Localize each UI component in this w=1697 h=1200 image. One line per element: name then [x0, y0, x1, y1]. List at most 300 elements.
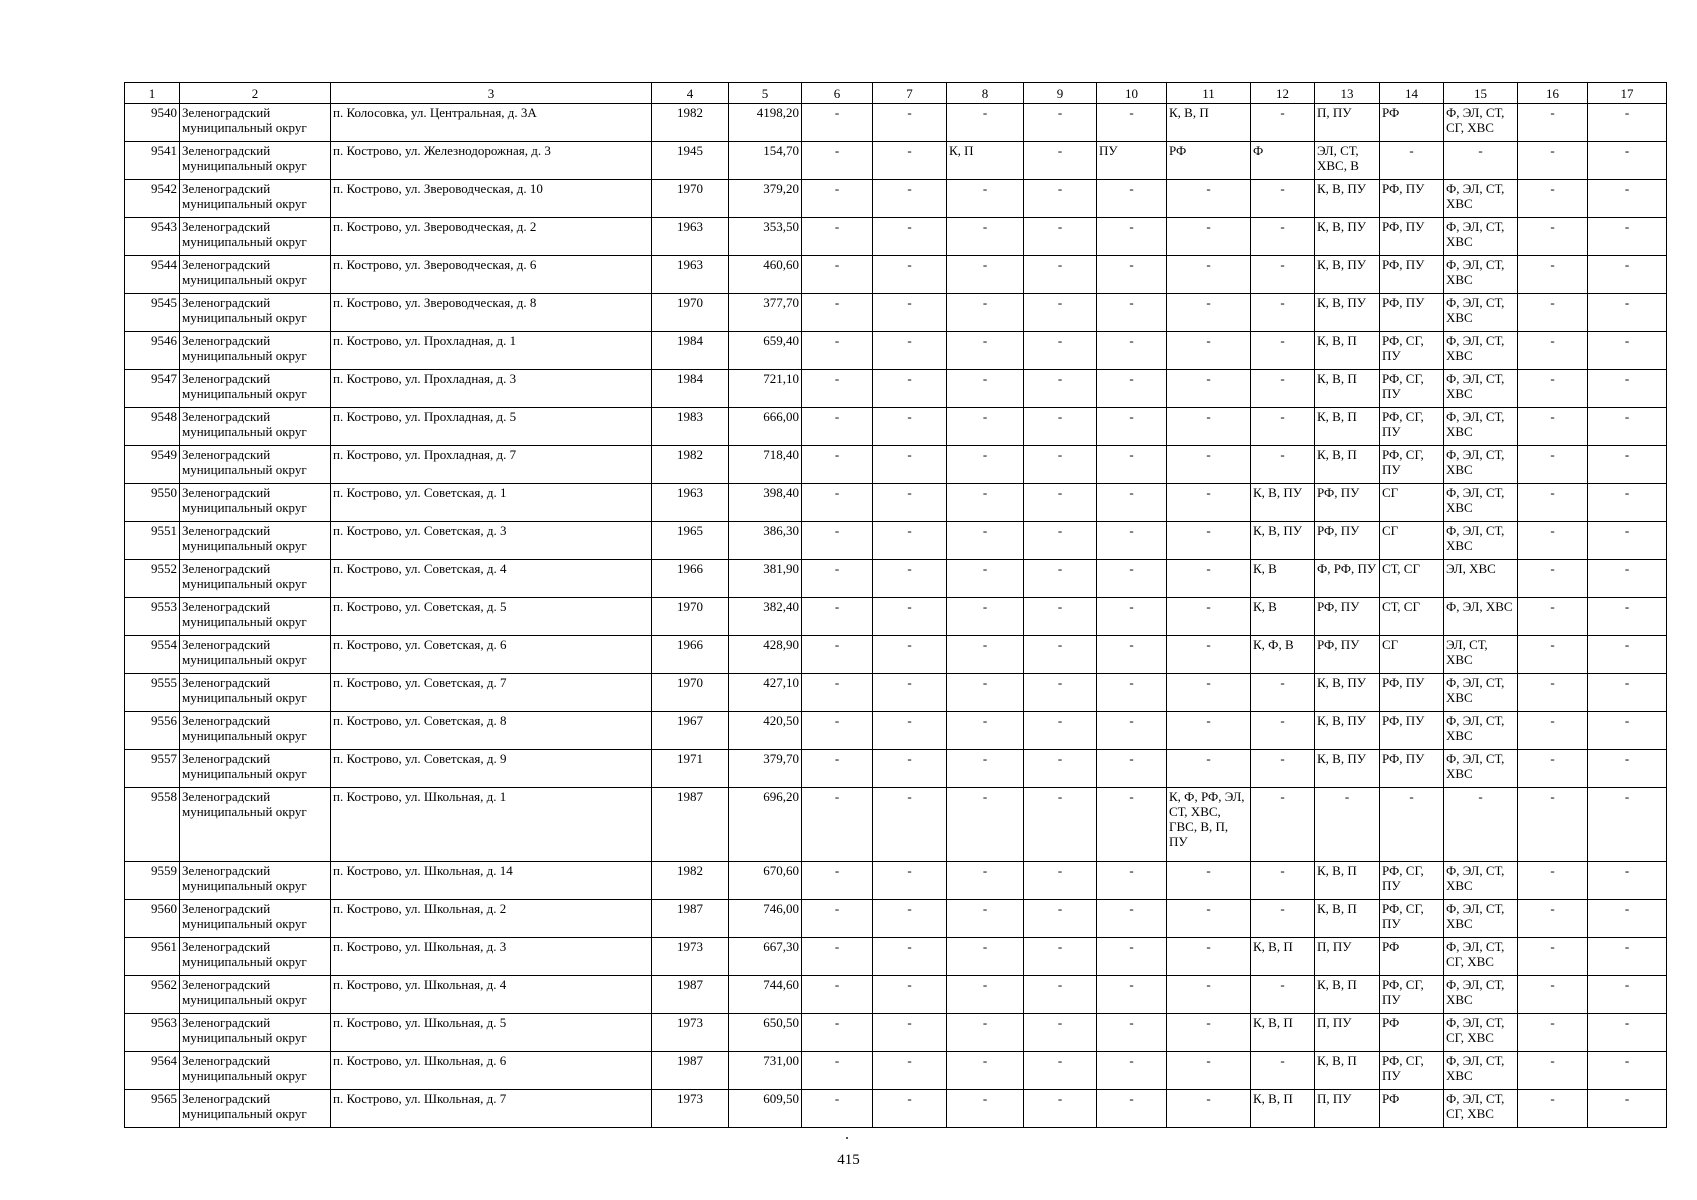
column-header: 9	[1024, 83, 1097, 104]
table-cell: -	[873, 712, 947, 750]
table-cell: -	[1588, 484, 1667, 522]
table-cell: Ф, ЭЛ, СТ, ХВС	[1444, 256, 1518, 294]
table-cell: Ф, ЭЛ, ХВС	[1444, 598, 1518, 636]
table-row	[125, 1090, 1667, 1128]
table-cell: 9558	[125, 788, 180, 862]
table-cell: Ф, ЭЛ, СТ, ХВС	[1444, 522, 1518, 560]
table-cell: 9550	[125, 484, 180, 522]
table-cell: п. Кострово, ул. Железнодорожная, д. 3	[331, 142, 652, 180]
table-cell: К, В, П	[1315, 900, 1380, 938]
table-cell: -	[1251, 788, 1315, 862]
table-cell: -	[873, 788, 947, 862]
table-cell: Зеленоградский муниципальный округ	[180, 218, 331, 256]
table-cell: -	[1518, 104, 1588, 142]
column-header: 12	[1251, 83, 1315, 104]
table-cell: -	[1097, 750, 1167, 788]
table-cell: -	[1167, 256, 1251, 294]
table-cell: -	[1251, 218, 1315, 256]
table-cell: -	[1588, 1090, 1667, 1128]
table-cell: 1966	[652, 560, 729, 598]
table-cell: 1970	[652, 294, 729, 332]
table-cell: Зеленоградский муниципальный округ	[180, 976, 331, 1014]
table-cell: Ф, ЭЛ, СТ, ХВС	[1444, 370, 1518, 408]
table-cell: -	[1097, 104, 1167, 142]
table-cell: 9544	[125, 256, 180, 294]
table-cell: К, В, П	[1315, 446, 1380, 484]
table-cell: 9554	[125, 636, 180, 674]
table-cell: 1982	[652, 104, 729, 142]
table-cell: -	[1518, 938, 1588, 976]
table-cell: -	[873, 1090, 947, 1128]
table-cell: -	[947, 862, 1024, 900]
table-cell: 1987	[652, 976, 729, 1014]
table-cell: -	[1024, 218, 1097, 256]
table-cell: -	[1097, 408, 1167, 446]
table-cell: РФ, СГ, ПУ	[1380, 900, 1444, 938]
table-cell: -	[802, 1052, 873, 1090]
table-cell: -	[1024, 522, 1097, 560]
table-cell: -	[1251, 976, 1315, 1014]
table-cell: -	[873, 862, 947, 900]
table-cell: -	[1167, 1052, 1251, 1090]
table-cell: РФ	[1380, 1090, 1444, 1128]
table-cell: РФ, ПУ	[1380, 218, 1444, 256]
table-cell: К, Ф, РФ, ЭЛ, СТ, ХВС, ГВС, В, П, ПУ	[1167, 788, 1251, 862]
table-cell: Ф, ЭЛ, СТ, ХВС	[1444, 484, 1518, 522]
table-cell: 398,40	[729, 484, 802, 522]
table-cell: -	[1251, 900, 1315, 938]
table-cell: -	[1024, 674, 1097, 712]
table-cell: 1973	[652, 938, 729, 976]
table-cell: -	[1588, 522, 1667, 560]
table-cell: РФ, ПУ	[1315, 484, 1380, 522]
table-cell: Зеленоградский муниципальный округ	[180, 900, 331, 938]
table-cell: -	[1167, 560, 1251, 598]
table-cell: -	[802, 256, 873, 294]
table-cell: Ф, ЭЛ, СТ, ХВС	[1444, 750, 1518, 788]
table-cell: -	[1024, 332, 1097, 370]
table-cell: -	[947, 598, 1024, 636]
column-header: 13	[1315, 83, 1380, 104]
table-cell: -	[802, 938, 873, 976]
table-cell: п. Кострово, ул. Советская, д. 8	[331, 712, 652, 750]
table-cell: 9549	[125, 446, 180, 484]
table-cell: -	[802, 332, 873, 370]
table-cell: -	[1518, 636, 1588, 674]
table-cell: -	[1024, 636, 1097, 674]
table-cell: -	[1097, 294, 1167, 332]
table-body	[125, 104, 1667, 1128]
table-cell: 9557	[125, 750, 180, 788]
table-cell: -	[1024, 938, 1097, 976]
table-cell: -	[1167, 180, 1251, 218]
table-cell: -	[1167, 332, 1251, 370]
table-cell: -	[873, 522, 947, 560]
table-cell: п. Кострово, ул. Школьная, д. 4	[331, 976, 652, 1014]
table-cell: -	[1097, 1014, 1167, 1052]
table-cell: Зеленоградский муниципальный округ	[180, 142, 331, 180]
column-header: 14	[1380, 83, 1444, 104]
table-cell: -	[1588, 370, 1667, 408]
table-cell: -	[802, 750, 873, 788]
table-cell: п. Кострово, ул. Советская, д. 5	[331, 598, 652, 636]
table-cell: Ф, РФ, ПУ	[1315, 560, 1380, 598]
table-cell: -	[1097, 180, 1167, 218]
table-row	[125, 294, 1667, 332]
table-cell: -	[873, 332, 947, 370]
table-cell: Ф, ЭЛ, СТ, ХВС	[1444, 976, 1518, 1014]
table-cell: -	[947, 484, 1024, 522]
table-cell: -	[873, 408, 947, 446]
table-cell: РФ	[1380, 1014, 1444, 1052]
table-cell: -	[1167, 862, 1251, 900]
table-cell: -	[873, 560, 947, 598]
table-cell: Зеленоградский муниципальный округ	[180, 294, 331, 332]
table-cell: -	[1167, 522, 1251, 560]
table-cell: -	[947, 104, 1024, 142]
table-cell: 353,50	[729, 218, 802, 256]
table-cell: 1970	[652, 674, 729, 712]
table-cell: -	[1097, 1052, 1167, 1090]
table-row	[125, 1014, 1667, 1052]
table-cell: -	[1588, 788, 1667, 862]
table-cell: К, В, ПУ	[1315, 294, 1380, 332]
table-cell: Ф, ЭЛ, СТ, ХВС	[1444, 862, 1518, 900]
table-cell: Ф, ЭЛ, СТ, СГ, ХВС	[1444, 1014, 1518, 1052]
table-cell: -	[802, 712, 873, 750]
table-cell: -	[1167, 218, 1251, 256]
table-cell: К, В, ПУ	[1315, 712, 1380, 750]
table-cell: -	[802, 370, 873, 408]
table-cell: -	[802, 636, 873, 674]
table-cell: 382,40	[729, 598, 802, 636]
table-row	[125, 142, 1667, 180]
table-cell: -	[1097, 218, 1167, 256]
table-cell: п. Кострово, ул. Школьная, д. 1	[331, 788, 652, 862]
table-cell: 1970	[652, 180, 729, 218]
table-cell: 609,50	[729, 1090, 802, 1128]
table-cell: п. Колосовка, ул. Центральная, д. 3А	[331, 104, 652, 142]
table-cell: -	[873, 142, 947, 180]
table-cell: -	[947, 370, 1024, 408]
table-cell: -	[1588, 750, 1667, 788]
table-cell: -	[1251, 332, 1315, 370]
table-cell: п. Кострово, ул. Школьная, д. 2	[331, 900, 652, 938]
table-cell: 1963	[652, 256, 729, 294]
table-cell: 1970	[652, 598, 729, 636]
table-cell: п. Кострово, ул. Советская, д. 4	[331, 560, 652, 598]
table-cell: -	[873, 598, 947, 636]
table-cell: -	[1380, 142, 1444, 180]
table-cell: -	[802, 1090, 873, 1128]
table-cell: -	[1588, 712, 1667, 750]
table-cell: Зеленоградский муниципальный округ	[180, 862, 331, 900]
table-cell: -	[1024, 862, 1097, 900]
table-cell: -	[1251, 674, 1315, 712]
table-cell: -	[1024, 294, 1097, 332]
column-header: 7	[873, 83, 947, 104]
table-cell: -	[1097, 484, 1167, 522]
table-cell: 420,50	[729, 712, 802, 750]
table-cell: К, Ф, В	[1251, 636, 1315, 674]
table-cell: п. Кострово, ул. Школьная, д. 7	[331, 1090, 652, 1128]
table-cell: -	[947, 674, 1024, 712]
table-cell: Ф, ЭЛ, СТ, ХВС	[1444, 900, 1518, 938]
table-cell: Зеленоградский муниципальный округ	[180, 712, 331, 750]
table-cell: П, ПУ	[1315, 938, 1380, 976]
table-cell: -	[1097, 900, 1167, 938]
table-cell: Зеленоградский муниципальный округ	[180, 1052, 331, 1090]
table-cell: -	[1518, 370, 1588, 408]
table-cell: -	[1518, 408, 1588, 446]
table-cell: РФ, ПУ	[1380, 294, 1444, 332]
table-cell: -	[1315, 788, 1380, 862]
table-cell: К, В, П	[1315, 1052, 1380, 1090]
table-cell: п. Кострово, ул. Прохладная, д. 5	[331, 408, 652, 446]
table-cell: К, В, ПУ	[1315, 750, 1380, 788]
table-cell: Зеленоградский муниципальный округ	[180, 938, 331, 976]
table-cell: К, В, ПУ	[1315, 180, 1380, 218]
column-header: 10	[1097, 83, 1167, 104]
table-cell: -	[947, 522, 1024, 560]
table-cell: 4198,20	[729, 104, 802, 142]
table-cell: ЭЛ, СТ, ХВС, В	[1315, 142, 1380, 180]
table-cell: -	[873, 1052, 947, 1090]
table-cell: 721,10	[729, 370, 802, 408]
table-cell: -	[1251, 104, 1315, 142]
table-cell: -	[947, 332, 1024, 370]
table-cell: -	[1588, 1014, 1667, 1052]
table-cell: СГ	[1380, 636, 1444, 674]
table-cell: -	[1251, 712, 1315, 750]
table-cell: 650,50	[729, 1014, 802, 1052]
table-cell: 9559	[125, 862, 180, 900]
table-cell: -	[802, 522, 873, 560]
table-cell: -	[873, 1014, 947, 1052]
table-cell: -	[1167, 712, 1251, 750]
table-cell: п. Кострово, ул. Школьная, д. 5	[331, 1014, 652, 1052]
table-cell: -	[873, 180, 947, 218]
table-cell: -	[802, 446, 873, 484]
table-cell: п. Кострово, ул. Звероводческая, д. 6	[331, 256, 652, 294]
table-cell: -	[947, 712, 1024, 750]
table-cell: -	[1097, 522, 1167, 560]
table-cell: -	[1444, 788, 1518, 862]
table-cell: Ф, ЭЛ, СТ, ХВС	[1444, 446, 1518, 484]
table-cell: -	[1024, 104, 1097, 142]
table-cell: -	[1097, 332, 1167, 370]
table-cell: -	[873, 636, 947, 674]
table-cell: РФ, ПУ	[1315, 598, 1380, 636]
table-cell: Зеленоградский муниципальный округ	[180, 446, 331, 484]
table-row	[125, 522, 1667, 560]
table-cell: РФ, СГ, ПУ	[1380, 976, 1444, 1014]
table-cell: -	[802, 294, 873, 332]
table-row	[125, 712, 1667, 750]
table-cell: 9542	[125, 180, 180, 218]
table-cell: РФ	[1380, 938, 1444, 976]
column-header: 3	[331, 83, 652, 104]
table-cell: 9560	[125, 900, 180, 938]
table-cell: Ф, ЭЛ, СТ, ХВС	[1444, 332, 1518, 370]
table-cell: 9553	[125, 598, 180, 636]
table-cell: -	[947, 976, 1024, 1014]
table-cell: -	[1518, 142, 1588, 180]
table-cell: -	[1380, 788, 1444, 862]
table-cell: РФ, ПУ	[1380, 180, 1444, 218]
table-cell: -	[1097, 674, 1167, 712]
table-cell: К, П	[947, 142, 1024, 180]
table-cell: п. Кострово, ул. Школьная, д. 3	[331, 938, 652, 976]
table-cell: Зеленоградский муниципальный округ	[180, 332, 331, 370]
table-cell: -	[947, 788, 1024, 862]
table-cell: -	[1167, 1014, 1251, 1052]
table-cell: -	[1518, 1052, 1588, 1090]
table-cell: К, В	[1251, 598, 1315, 636]
table-cell: -	[1518, 750, 1588, 788]
table-cell: -	[1251, 180, 1315, 218]
table-cell: п. Кострово, ул. Звероводческая, д. 2	[331, 218, 652, 256]
table-cell: К, В, П	[1251, 1014, 1315, 1052]
table-cell: -	[802, 408, 873, 446]
table-cell: 386,30	[729, 522, 802, 560]
table-cell: -	[947, 560, 1024, 598]
table-row	[125, 370, 1667, 408]
table-cell: -	[802, 674, 873, 712]
table-cell: -	[1024, 560, 1097, 598]
table-cell: Ф, ЭЛ, СТ, ХВС	[1444, 674, 1518, 712]
table-cell: 1984	[652, 332, 729, 370]
table-cell: -	[1097, 976, 1167, 1014]
table-cell: п. Кострово, ул. Советская, д. 9	[331, 750, 652, 788]
table-cell: Зеленоградский муниципальный округ	[180, 1014, 331, 1052]
table-cell: -	[1518, 180, 1588, 218]
table-cell: Зеленоградский муниципальный округ	[180, 370, 331, 408]
table-cell: -	[1251, 446, 1315, 484]
table-cell: -	[1518, 332, 1588, 370]
table-cell: 666,00	[729, 408, 802, 446]
table-cell: СГ	[1380, 522, 1444, 560]
table-cell: -	[1588, 674, 1667, 712]
table-cell: п. Кострово, ул. Звероводческая, д. 8	[331, 294, 652, 332]
table-row	[125, 180, 1667, 218]
table-cell: -	[1251, 370, 1315, 408]
register-table	[124, 82, 1667, 1128]
table-row	[125, 636, 1667, 674]
table-cell: Ф, ЭЛ, СТ, СГ, ХВС	[1444, 1090, 1518, 1128]
table-cell: -	[802, 180, 873, 218]
table-cell: Зеленоградский муниципальный округ	[180, 484, 331, 522]
table-cell: Зеленоградский муниципальный округ	[180, 750, 331, 788]
table-cell: РФ, СГ, ПУ	[1380, 862, 1444, 900]
table-cell: 9552	[125, 560, 180, 598]
table-cell: -	[1167, 294, 1251, 332]
table-cell: Зеленоградский муниципальный округ	[180, 788, 331, 862]
table-cell: 381,90	[729, 560, 802, 598]
table-cell: -	[873, 370, 947, 408]
table-cell: -	[1167, 370, 1251, 408]
table-cell: -	[802, 142, 873, 180]
table-cell: К, В, П	[1315, 370, 1380, 408]
table-cell: -	[873, 674, 947, 712]
table-cell: Зеленоградский муниципальный округ	[180, 636, 331, 674]
table-cell: 9546	[125, 332, 180, 370]
table-cell: 379,70	[729, 750, 802, 788]
table-cell: СГ	[1380, 484, 1444, 522]
table-cell: К, В, П	[1167, 104, 1251, 142]
table-cell: Зеленоградский муниципальный округ	[180, 104, 331, 142]
table-cell: -	[1024, 750, 1097, 788]
table-cell: -	[802, 560, 873, 598]
table-cell: Ф, ЭЛ, СТ, СГ, ХВС	[1444, 938, 1518, 976]
table-cell: -	[1588, 294, 1667, 332]
table-cell: 1965	[652, 522, 729, 560]
table-cell: -	[1518, 294, 1588, 332]
table-cell: -	[1588, 256, 1667, 294]
table-cell: -	[1024, 976, 1097, 1014]
table-row	[125, 674, 1667, 712]
table-cell: -	[1518, 560, 1588, 598]
table-cell: п. Кострово, ул. Прохладная, д. 3	[331, 370, 652, 408]
table-cell: 428,90	[729, 636, 802, 674]
table-cell: -	[1588, 938, 1667, 976]
table-cell: -	[1167, 446, 1251, 484]
table-cell: -	[1167, 674, 1251, 712]
table-cell: п. Кострово, ул. Звероводческая, д. 10	[331, 180, 652, 218]
table-cell: -	[802, 862, 873, 900]
table-cell: -	[1518, 522, 1588, 560]
table-cell: -	[1097, 560, 1167, 598]
table-cell: РФ, ПУ	[1380, 712, 1444, 750]
page-number: 415	[837, 1152, 860, 1168]
table-cell: РФ	[1167, 142, 1251, 180]
column-header: 4	[652, 83, 729, 104]
table-cell: Ф, ЭЛ, СТ, ХВС	[1444, 218, 1518, 256]
table-cell: -	[1167, 636, 1251, 674]
table-cell: п. Кострово, ул. Советская, д. 7	[331, 674, 652, 712]
table-cell: -	[1097, 712, 1167, 750]
table-cell: -	[1518, 976, 1588, 1014]
table-cell: -	[947, 180, 1024, 218]
table-cell: -	[947, 750, 1024, 788]
table-cell: Ф, ЭЛ, СТ, ХВС	[1444, 712, 1518, 750]
table-cell: -	[802, 1014, 873, 1052]
table-cell: п. Кострово, ул. Прохладная, д. 1	[331, 332, 652, 370]
table-row	[125, 938, 1667, 976]
table-cell: -	[1097, 446, 1167, 484]
table-cell: -	[873, 256, 947, 294]
table-cell: -	[1518, 862, 1588, 900]
table-cell: -	[947, 446, 1024, 484]
table-cell: 9551	[125, 522, 180, 560]
table-row	[125, 750, 1667, 788]
table-cell: -	[947, 408, 1024, 446]
table-cell: -	[873, 218, 947, 256]
table-cell: 1987	[652, 1052, 729, 1090]
table-cell: Ф, ЭЛ, СТ, ХВС	[1444, 180, 1518, 218]
table-cell: П, ПУ	[1315, 1014, 1380, 1052]
table-cell: 154,70	[729, 142, 802, 180]
table-cell: Зеленоградский муниципальный округ	[180, 598, 331, 636]
table-cell: 746,00	[729, 900, 802, 938]
table-cell: -	[1024, 1090, 1097, 1128]
table-cell: П, ПУ	[1315, 1090, 1380, 1128]
table-cell: Зеленоградский муниципальный округ	[180, 180, 331, 218]
table-cell: -	[1167, 408, 1251, 446]
table-cell: 744,60	[729, 976, 802, 1014]
table-cell: -	[873, 938, 947, 976]
table-cell: п. Кострово, ул. Прохладная, д. 7	[331, 446, 652, 484]
